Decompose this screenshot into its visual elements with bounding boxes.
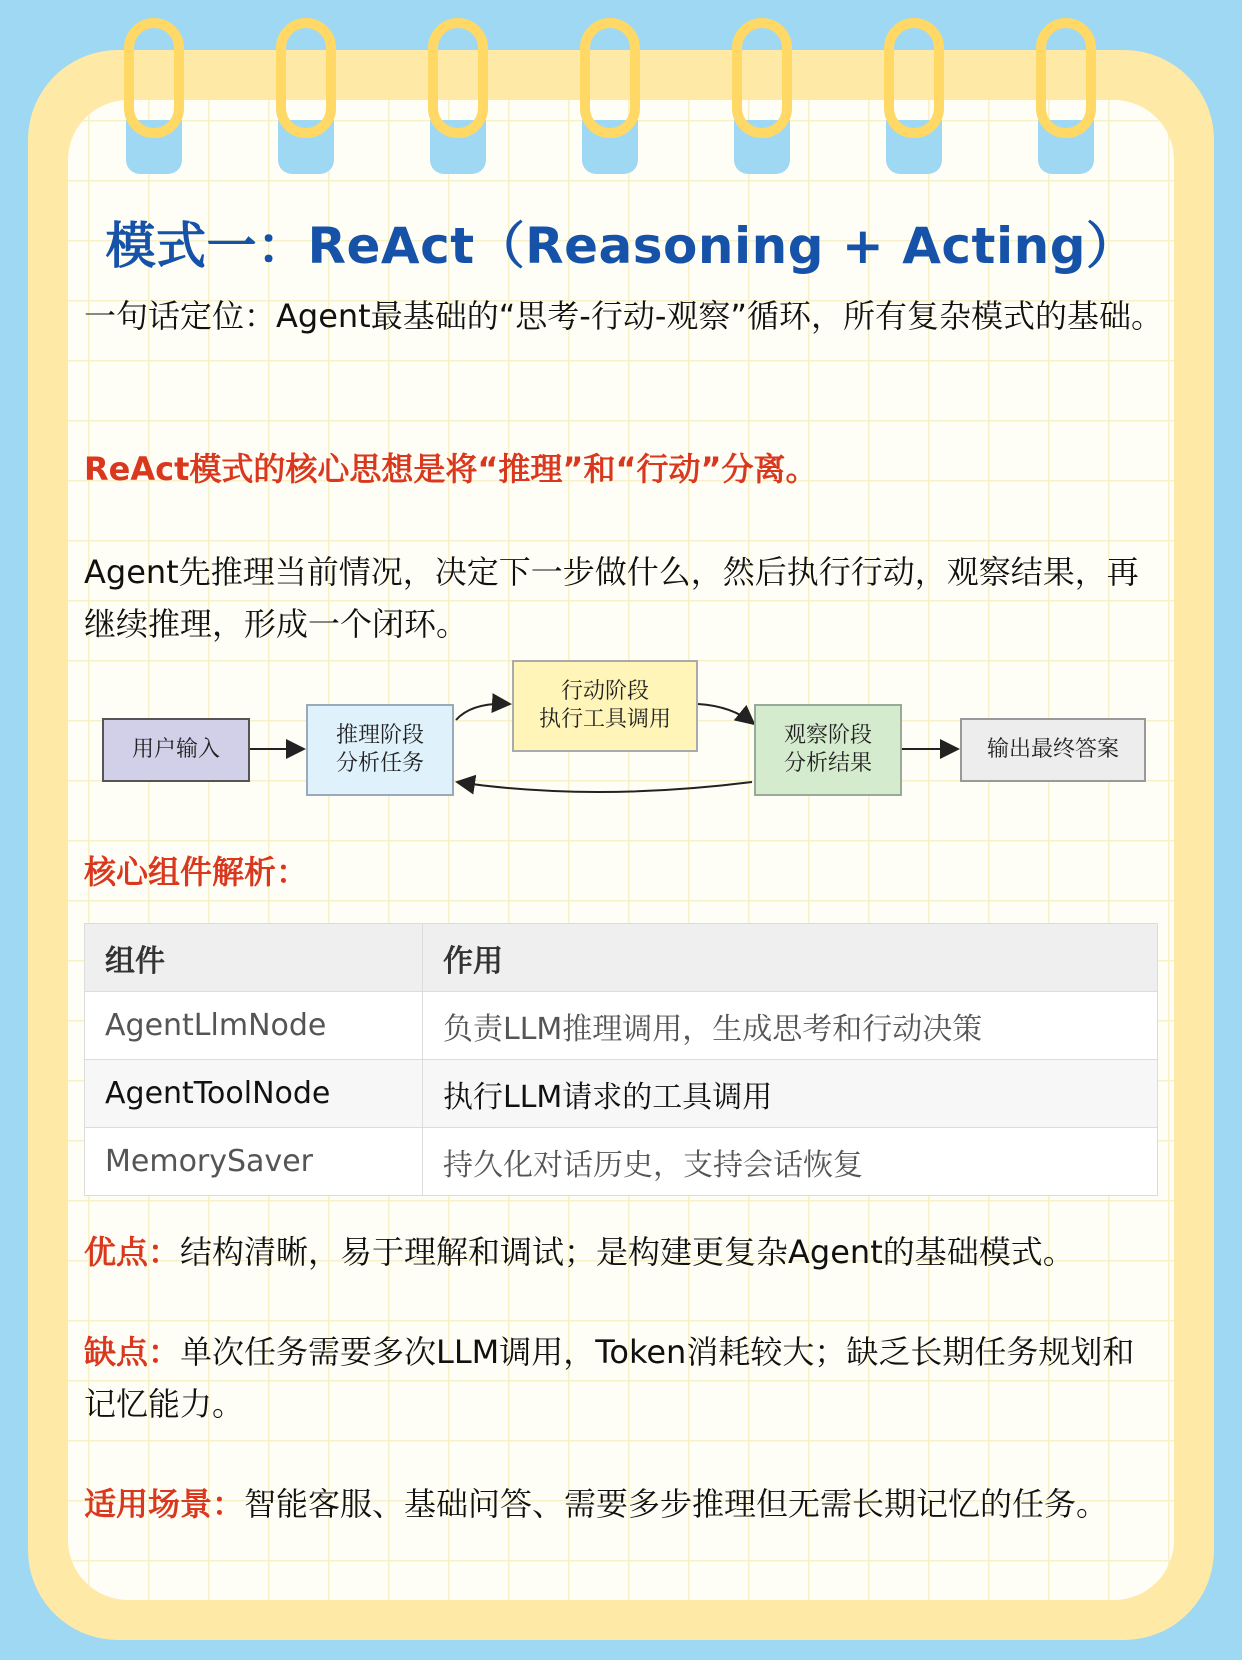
binder-ring — [1036, 18, 1096, 138]
use-cases-label: 适用场景： — [84, 1485, 245, 1523]
arrow-reason-to-act — [456, 704, 510, 720]
reasoning-box — [306, 704, 454, 796]
user-input-box — [102, 718, 250, 782]
use-cases-paragraph — [84, 1478, 1164, 1530]
action-label-1: 行动阶段 — [560, 679, 649, 704]
user-input-label: 用户输入 — [131, 737, 220, 762]
table-cell: 持久化对话历史，支持会话恢复 — [423, 1128, 1158, 1196]
reasoning-label-1: 推理阶段 — [335, 723, 424, 748]
binder-ring — [276, 18, 336, 138]
binder-ring — [884, 18, 944, 138]
page-title: 模式一：ReAct（Reasoning + Acting） — [105, 217, 1137, 275]
cons-text: 单次任务需要多次LLM调用，Token消耗较大；缺乏长期任务规划和记忆能力。 — [84, 1333, 1135, 1423]
table-cell: MemorySaver — [85, 1128, 423, 1196]
react-flow-diagram — [92, 652, 1152, 802]
binder-ring — [428, 18, 488, 138]
binder-ring — [124, 18, 184, 138]
cons-paragraph — [84, 1326, 1164, 1430]
components-table — [84, 923, 1158, 1196]
description-paragraph: Agent先推理当前情况，决定下一步做什么，然后执行行动，观察结果，再继续推理，形成一个闭环。 — [84, 553, 1139, 643]
table-header: 作用 — [423, 924, 1158, 992]
action-label-2: 执行工具调用 — [538, 707, 671, 732]
pros-label: 优点： — [84, 1233, 181, 1271]
binder-ring — [580, 18, 640, 138]
observation-box — [754, 704, 902, 796]
output-box — [960, 718, 1146, 782]
table-row — [85, 1060, 1158, 1128]
arrow-act-to-observe — [698, 704, 754, 724]
reasoning-label-2: 分析任务 — [335, 751, 424, 776]
table-header: 组件 — [85, 924, 423, 992]
binder-ring — [732, 18, 792, 138]
pros-text: 结构清晰，易于理解和调试；是构建更复杂Agent的基础模式。 — [180, 1233, 1075, 1271]
table-row — [85, 992, 1158, 1060]
observation-label-1: 观察阶段 — [783, 723, 872, 748]
observation-label-2: 分析结果 — [783, 751, 872, 776]
components-heading: 核心组件解析： — [84, 853, 309, 891]
intro-paragraph: 一句话定位：Agent最基础的“思考-行动-观察”循环，所有复杂模式的基础。 — [84, 297, 1163, 335]
action-box — [512, 660, 698, 752]
core-idea: ReAct模式的核心思想是将“推理”和“行动”分离。 — [84, 450, 818, 488]
table-cell: AgentLlmNode — [85, 992, 423, 1060]
table-row — [85, 1128, 1158, 1196]
output-label: 输出最终答案 — [986, 737, 1119, 762]
table-cell: AgentToolNode — [85, 1060, 423, 1128]
arrow-observe-to-reason — [457, 782, 752, 792]
pros-paragraph — [84, 1226, 1164, 1278]
table-header-row — [85, 924, 1158, 992]
table-cell: 负责LLM推理调用，生成思考和行动决策 — [423, 992, 1158, 1060]
use-cases-text: 智能客服、基础问答、需要多步推理但无需长期记忆的任务。 — [244, 1485, 1109, 1523]
cons-label: 缺点： — [84, 1333, 181, 1371]
table-cell: 执行LLM请求的工具调用 — [423, 1060, 1158, 1128]
